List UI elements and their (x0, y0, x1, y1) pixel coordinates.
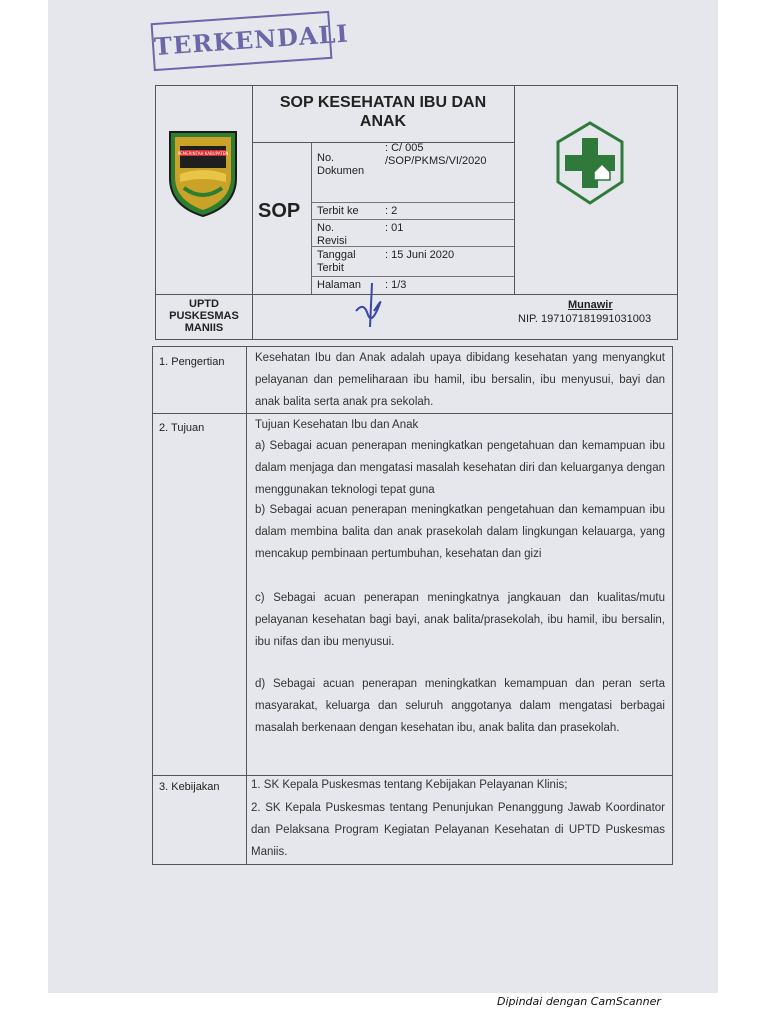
signature-icon (346, 281, 386, 336)
sop-content-table (152, 346, 673, 865)
section-label-pengertian: 1. Pengertian (159, 356, 225, 368)
terbit-label: Terbit ke (317, 205, 359, 217)
signer-name: Munawir (568, 299, 613, 311)
section-text-pengertian: Kesehatan Ibu dan Anak adalah upaya dibidang kesehatan yang menyangkut pelayanan dan pemeliharaan ibu hamil, ibu bersalin, ibu menyusui, bayi dan anak balita serta anak pra sekolah. (255, 352, 665, 408)
document-title: SOP KESEHATAN IBU DAN ANAK (279, 94, 487, 130)
logo-text: PEMERINTAH KABUPATEN (177, 151, 229, 156)
tanggal-value: : 15 Juni 2020 (385, 249, 455, 261)
tujuan-item-a: a) Sebagai acuan penerapan meningkatkan pengetahuan dan kemampuan ibu dalam menjaga dan mengatasi masalah kesehatan diri dan keluarganya dengan menggunakan teknologi tepat guna (255, 440, 665, 496)
doc-number-label: No. Dokumen (317, 152, 365, 177)
regency-logo (166, 126, 240, 223)
section-label-tujuan: 2. Tujuan (159, 422, 205, 434)
section-label-kebijakan: 3. Kebijakan (159, 781, 220, 793)
kebijakan-item-1: 1. SK Kepala Puskesmas tentang Kebijakan Pelayanan Klinis; (251, 779, 568, 791)
terkendali-stamp: TERKENDALI (151, 11, 333, 71)
halaman-label: Halaman (317, 279, 362, 291)
halaman-value: : 1/3 (385, 279, 407, 291)
kebijakan-item-2: 2. SK Kepala Puskesmas tentang Penunjukan Penanggung Jawab Koordinator dan Pelaksana Program Kegiatan Pelayanan Kesehatan di UPTD Puskesmas Maniis. (251, 802, 665, 858)
scanner-footer: Dipindai dengan CamScanner (497, 995, 661, 1008)
tujuan-item-c: c) Sebagai acuan penerapan meningkatnya jangkauan dan kualitas/mutu pelayanan kesehatan bagi bayi, anak balita/prasekolah, ibu hamil, ibu bersalin, ibu nifas dan ibu menyusui. (255, 592, 665, 648)
tujuan-intro: Tujuan Kesehatan Ibu dan Anak (255, 419, 419, 431)
terbit-value: : 2 (385, 205, 398, 217)
signer-nip: NIP. 197107181991031003 (518, 313, 652, 325)
sop-label: SOP (258, 200, 301, 222)
tujuan-item-d: d) Sebagai acuan penerapan meningkatkan kemampuan dan peran serta masyarakat, keluarga dan seluruh anggotanya dalam mengatasi berbagai masalah berkenaan dengan kesehatan ibu, anak balita dan prasekolah. (255, 678, 665, 734)
revisi-label: No. Revisi (317, 222, 347, 247)
tanggal-label: Tanggal Terbit (317, 249, 356, 274)
sop-header-table (155, 85, 678, 340)
revisi-value: : 01 (385, 222, 404, 234)
unit-name: UPTD PUSKESMAS MANIIS (169, 298, 239, 334)
tujuan-item-b: b) Sebagai acuan penerapan meningkatkan pengetahuan dan kemampuan ibu dalam membina balita dan anak prasekolah dalam lingkungan kelauarga, yang mencakup pembinaan pertumbuhan, kesehatan dan gizi (255, 504, 665, 560)
puskesmas-cross-logo (554, 120, 626, 211)
doc-number-value: : C/ 005 /SOP/PKMS/VI/2020 (385, 142, 487, 167)
